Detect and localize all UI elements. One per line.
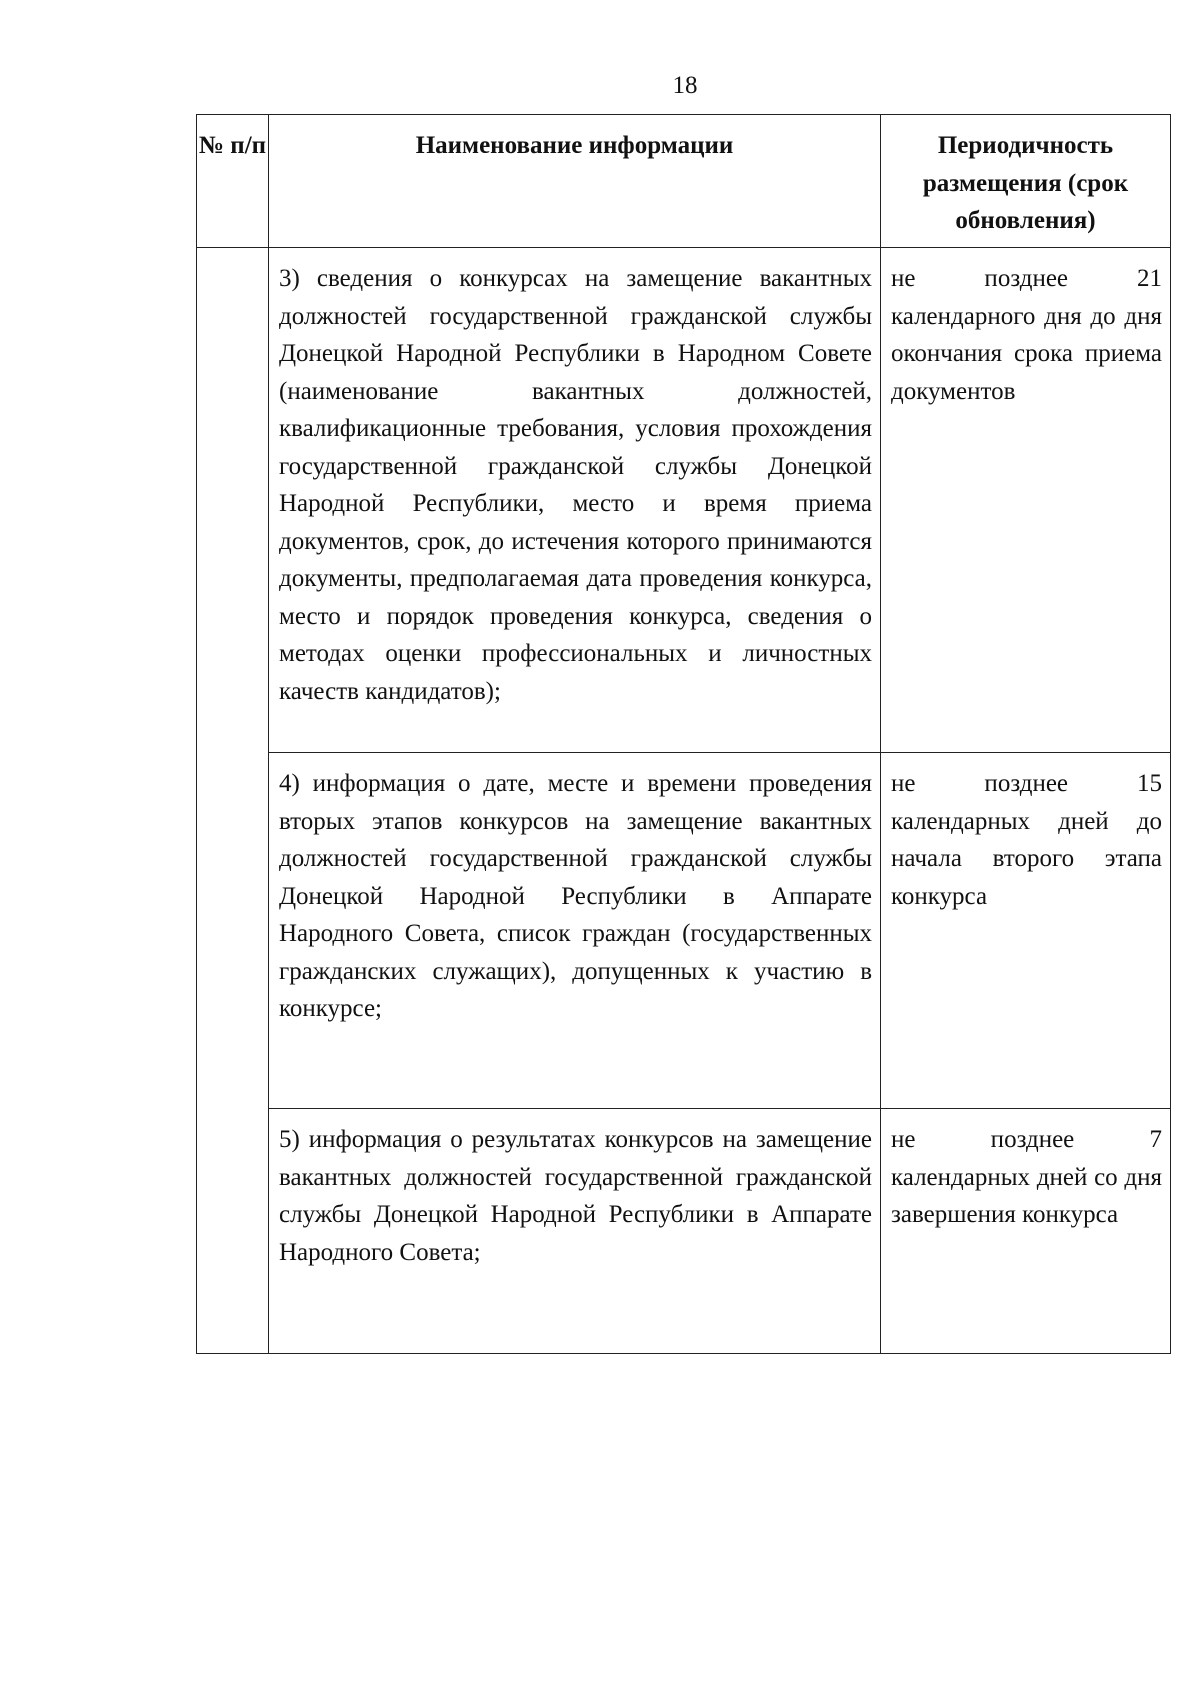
period-cell (881, 1109, 1171, 1354)
period-cell (881, 248, 1171, 753)
name-cell (269, 1109, 881, 1354)
table-header-row (197, 115, 1171, 248)
header-period-label: Периодичность размещения (срок обновления) (922, 132, 1129, 234)
information-table (196, 114, 1171, 1354)
num-cell (197, 248, 269, 1354)
page-number: 18 (672, 72, 698, 99)
name-cell (269, 248, 881, 753)
table-row (197, 248, 1171, 753)
period-cell (881, 753, 1171, 1109)
table-row (197, 753, 1171, 1109)
row-name-text: 3) сведения о конкурсах на замещение вакантных должностей государственной гражданской службы Донецкой Народной Республики в Народном Совете (наименование вакантных должностей, квалификационные требования, условия прохождения государственной гражданской службы Донецкой Народной Республики, место и время приема документов, срок, до истечения которого принимаются документы, предполагаемая дата проведения конкурса, место и порядок проведения конкурса, сведения о методах оценки профессиональных и личностных качеств кандидатов); (279, 265, 872, 705)
header-num-label: № п/п (198, 132, 267, 159)
header-name (269, 115, 881, 248)
header-name-label: Наименование информации (415, 132, 734, 159)
header-num (197, 115, 269, 248)
row-name-text: 5) информация о результатах конкурсов на замещение вакантных должностей государственной гражданской службы Донецкой Народной Республики в Аппарате Народного Совета; (279, 1126, 872, 1266)
row-name-text: 4) информация о дате, месте и времени проведения вторых этапов конкурсов на замещение вакантных должностей государственной гражданской службы Донецкой Народной Республики в Аппарате Народного Совета, список граждан (государственных гражданских служащих), допущенных к участию в конкурсе; (279, 770, 872, 1022)
name-cell (269, 753, 881, 1109)
header-period (881, 115, 1171, 248)
table-row (197, 1109, 1171, 1354)
row-period-text: не позднее 15 календарных дней до начала второго этапа конкурса (891, 770, 1162, 910)
row-period-text: не позднее 7 календарных дней со дня завершения конкурса (891, 1126, 1162, 1228)
row-period-text: не позднее 21 календарного дня до дня окончания срока приема документов (891, 265, 1162, 405)
